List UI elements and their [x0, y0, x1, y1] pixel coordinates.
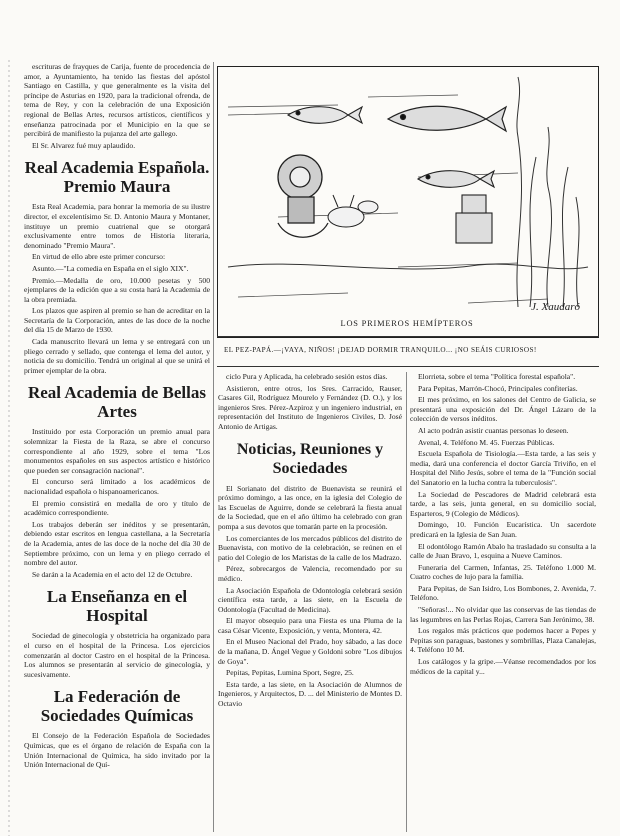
paragraph: Los plazos que aspiren al premio se han de acreditar en la Secretaría de la Corporación, antes de las doce de la noche del día 15 de Marzo de 1930. [24, 306, 210, 335]
paragraph: El Consejo de la Federación Española de Sociedades Químicas, que es el órgano de relación de España con la Unión Internacional de Química, ha sido invitado por la Unión Internacional de Quí- [24, 731, 210, 770]
article-federacion [24, 731, 210, 769]
cartoon-drawing [218, 67, 598, 315]
cartoon-illustration [217, 66, 599, 338]
column-right [410, 372, 596, 678]
paragraph: Los trabajos deberán ser inéditos y se presentarán, debiendo estar escritos en lengua castellana, a la Secretaría de la Academia, antes de las doce de la noche del día 30 de Septiembre próximo, con un lema y en pliego cerrado el nombre del autor. [24, 519, 210, 568]
article-ensenanza [24, 631, 210, 679]
diver-icon [278, 155, 328, 237]
news-item: Elorrieta, sobre el tema "Política forestal española". [418, 372, 576, 381]
news-item: Los comerciantes de los mercados públicos del distrito de Buenavista, con motivo de la celebración, se reúnen en el patio del Colegio de los Maristas de la calle de los Madrazo. [218, 533, 402, 562]
news-item: "Señoras!... No olvidar que las conservas de las tiendas de las legumbres en las Perlas Rojas, Carrera San Jerónimo, 38. [410, 605, 596, 624]
article-bellas-artes [24, 427, 210, 579]
intro-text [24, 62, 210, 150]
news-item: La Asociación Española de Odontología celebrará sesión científica esta tarde, a las siete, en la Escuela de Odontología (Facultad de Medicina). [218, 585, 402, 614]
news-item: Los catálogos y la gripe.—Véanse recomendados por los médicos de la capital y... [410, 657, 596, 676]
headline-academia-espanola: Real Academia Española. Premio Maura [24, 158, 210, 197]
paragraph: Se darán a la Academia en el acto del 12 de Octubre. [32, 569, 193, 579]
paragraph: Sociedad de ginecología y obstetricia ha organizado para el curso en el hospital de la Princesa. Los ejercicios comenzarán al doctor Castro en el hospital de la Princesa. Los alumnos se presentarán al servicio de ginecología, y sucesivamente. [24, 631, 210, 679]
paragraph: Esta Real Academia, para honrar la memoria de su ilustre director, el excelentísimo Sr. D. Antonio Maura y Montaner, instituye un premio cuatrienal que se otorgará exclusivamente entre tomos de Historia literaria, denominado "Premio Maura". [24, 202, 210, 250]
news-item: Esta tarde, a las siete, en la Asociación de Alumnos de Ingenieros, y Arquitectos, D. ... del Ministerio de Montes D. Octavio [218, 679, 402, 709]
paragraph: escrituras de frayques de Carija, fuente de procedencia de amor, a Ayuntamiento, ha tenido las fiestas del apóstol Santiago en Castilla, y que generalmente es la visita del príncipe de Asturias en 1920, para la tradicional ofrenda, de tema de Rey, y con la celebración de una Exposición regional de Bellas Artes, recursos artísticos, científicos y enseñanza patrocinada por el Municipio en la que se percibirá de manifiesto la pujanza del arte gallego. [24, 62, 210, 139]
news-item: Funeraria del Carmen, Infantas, 25. Teléfono 1.000 M. Cuatro coches de lujo para la familia. [410, 562, 596, 582]
paragraph: Asistieron, entre otros, los Sres. Carracido, Rauser, Casares Gil, Rodríguez Mourelo y Fernández (D. O.), y los ingenieros Sres. Pérez-Azpiroz y un ingeniero industrial, en representación del Instituto de Ingenieros Civiles, D. José Antonio de Artigas. [218, 383, 402, 431]
headline-noticias: Noticias, Reuniones y Sociedades [236, 440, 384, 477]
column-divider [213, 62, 214, 832]
divider [217, 336, 599, 337]
news-item: Para Pepitas, de San Isidro, Los Bombones, 2. Avenida, 7. Teléfono. [410, 583, 596, 603]
news-item: La Sociedad de Pescadores de Madrid celebrará esta tarde, a las seis, junta general, en su domicilio social, Esparteros, 9 (Colegio de Médicos). [410, 489, 596, 518]
column-left [24, 62, 210, 772]
news-item: Para Pepitas, Marrón-Chocó, Principales confiterías. [418, 383, 578, 393]
paragraph: Cada manuscrito llevará un lema y se entregará con un pliego cerrado y sellado, que contenga el lema del autor, y noticia de su domicilio. Tendrá un original al que se unirá el primer ejemplar de la obra. [24, 337, 210, 375]
cartoon-signature: J. Xaudaró [531, 301, 580, 313]
news-item: Pérez, sobrecargos de Valencia, recomendado por su médico. [218, 564, 402, 583]
news-item: El mes próximo, en los salones del Centro de Galicia, se presentará una exposición del Dr. Ángel Lázaro de la colección de versos inéditos. [410, 395, 596, 424]
paragraph: El concurso será limitado a los académicos de nacionalidad española o hispanoamericanos. [24, 477, 210, 496]
headline-bellas-artes: Real Academia de Bellas Artes [27, 383, 206, 422]
cartoon-dialogue: EL PEZ-PAPÁ.—¡VAYA, NIÑOS! ¡DEJAD DORMIR TRANQUILO... ¡NO SEÁIS CURIOSOS! [224, 346, 537, 354]
news-item: Avenal, 4. Teléfono M. 45. Fuerzas Públicas. [418, 437, 555, 447]
news-item: El mayor obsequio para una Fiesta es una Pluma de la casa César Vicente, Exposición, y venta, Montera, 42. [218, 616, 402, 635]
headline-ensenanza-hospital: La Enseñanza en el Hospital [46, 587, 188, 626]
news-item: Al acto podrán asistir cuantas personas lo deseen. [418, 425, 569, 435]
headline-federacion-quimicas: La Federación de Sociedades Químicas [40, 687, 194, 726]
column-middle [218, 372, 402, 711]
paragraph: El Sr. Alvarez fué muy aplaudido. [32, 140, 136, 150]
news-item: El odontólogo Ramón Abalo ha trasladado su consulta a la calle de Juan Bravo, 1, esquina a Nueve Caminos. [410, 541, 596, 561]
divider [217, 366, 599, 367]
paragraph: Asunto.—"La comedia en España en el siglo XIX". [32, 263, 189, 273]
paragraph: Instituido por esta Corporación un premio anual para solemnizar la Fiesta de la Raza, se abre el concurso correspondiente al año 1929, sobre el tema "Los monumentos españoles en sus aspectos artístico e histórico que pueden ser consagración nacional". [24, 427, 210, 475]
news-item: Los regalos más prácticos que podemos hacer a Pepes y Pepitas son paraguas, bastones y sombrillas, Plaza Canalejas, 4. Teléfono 10 M. [410, 626, 597, 655]
news-item: Domingo, 10. Función Eucarística. Un sacerdote predicará en la Iglesia de San Juan. [410, 520, 596, 539]
news-item: En el Museo Nacional del Prado, hoy sábado, a las doce de la mañana, D. Ángel Vegue y Goldoni sobre "Los dibujos de Goya". [218, 637, 402, 666]
news-item: Escuela Española de Tisiología.—Esta tarde, a las seis y media, dará una conferencia el doctor García Triviño, en el Hospital del Niño Jesús, sobre el tema de la "Función social del Sanatorio en la lucha contra la tuberculosis". [410, 449, 596, 487]
fish-icon [388, 106, 506, 131]
article-premio-maura [24, 202, 210, 375]
paragraph: ciclo Pura y Aplicada, ha celebrado sesión estos días. [226, 372, 388, 381]
paragraph: En virtud de ello abre este primer concurso: [32, 252, 166, 262]
column-divider [406, 372, 407, 832]
margin-scan-edge [6, 0, 14, 836]
news-item: El Sorianato del distrito de Buenavista se reunirá el próximo domingo, a las once, en la iglesia del Colegio de las Escuelas de Aguirre, donde se celebrará la fiesta anual de la Sociedad, que en el año último ha celebrado con gran pompa a sus devotos que tomarán parte en la procesión. [218, 483, 402, 531]
paragraph: Premio.—Medalla de oro, 10.000 pesetas y 500 ejemplares de la edición que a su costa hará la Academia de la obra premiada. [24, 275, 210, 304]
paragraph: El premio consistirá en medalla de oro y título de académico correspondiente. [24, 498, 210, 518]
cartoon-caption: LOS PRIMEROS HEMÍPTEROS [340, 319, 474, 328]
news-item: Pepitas, Pepitas, Lumina Sport, Segre, 25. [226, 668, 354, 678]
